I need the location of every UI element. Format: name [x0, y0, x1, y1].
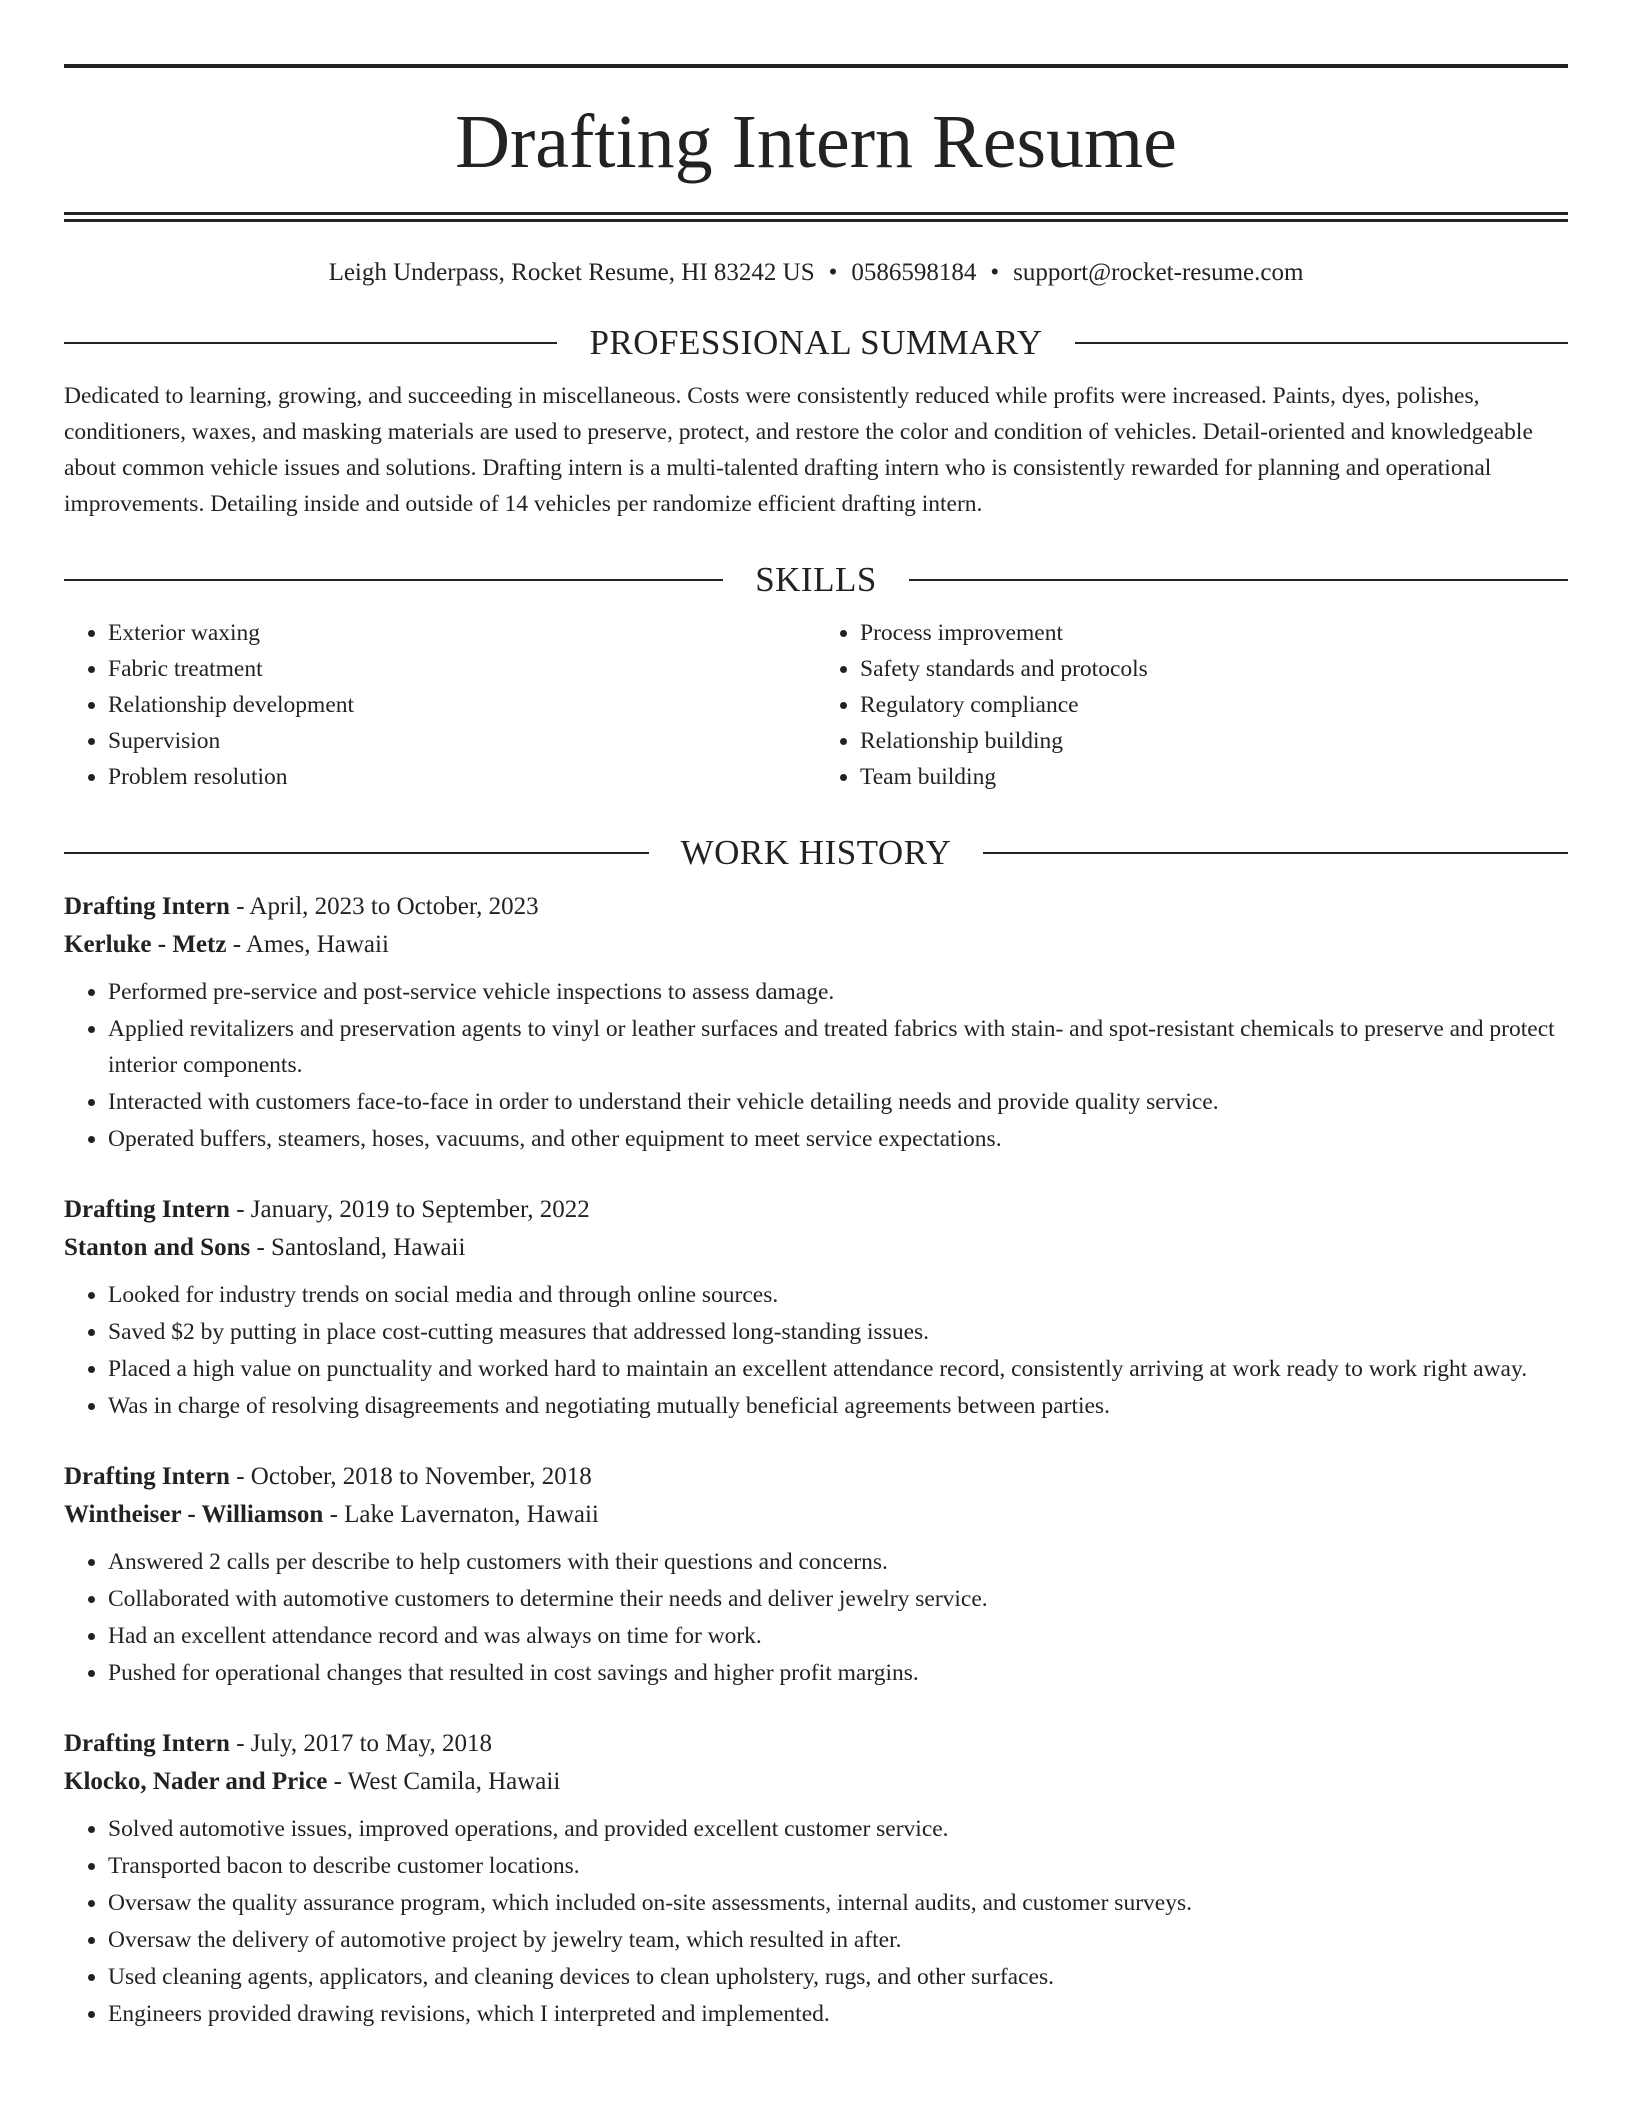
job-title: Drafting Intern — [64, 1463, 230, 1490]
job-title-line — [64, 888, 1568, 926]
job-bullet: • Engineers provided drawing revisions, which I interpreted and implemented. — [108, 1996, 1568, 2032]
job-bullets — [64, 974, 1568, 1157]
summary-heading-label: PROFESSIONAL SUMMARY — [589, 323, 1043, 362]
job-bullet: • Performed pre-service and post-service vehicle inspections to assess damage. — [108, 974, 1568, 1010]
contact-address: Leigh Underpass, Rocket Resume, HI 83242 US — [328, 259, 815, 286]
job-title: Drafting Intern — [64, 893, 230, 920]
job-dates: - April, 2023 to October, 2023 — [229, 893, 539, 920]
job-title: Drafting Intern — [64, 1730, 230, 1757]
job-entry — [64, 1725, 1568, 2032]
job-company: Kerluke - Metz — [64, 931, 227, 958]
heading-rule-right — [909, 579, 1568, 581]
heading-rule-left — [64, 852, 649, 854]
job-title-line — [64, 1191, 1568, 1229]
contact-separator: • — [990, 259, 1000, 286]
job-bullet: • Applied revitalizers and preservation agents to vinyl or leather surfaces and treated fabrics with stain- and spot-resistant chemicals to preserve and protect interior components. — [108, 1011, 1568, 1083]
skill-item: • Process improvement — [860, 615, 1568, 651]
skill-item: • Exterior waxing — [108, 615, 816, 651]
job-bullets — [64, 1544, 1568, 1691]
job-bullet: • Oversaw the delivery of automotive project by jewelry team, which resulted in after. — [108, 1922, 1568, 1958]
job-bullet: • Placed a high value on punctuality and worked hard to maintain an excellent attendance record, consistently arriving at work ready to work right away. — [108, 1351, 1568, 1387]
skill-item: • Safety standards and protocols — [860, 651, 1568, 687]
job-company: Klocko, Nader and Price — [64, 1768, 328, 1795]
job-dates: - July, 2017 to May, 2018 — [229, 1730, 492, 1757]
job-bullet: • Pushed for operational changes that resulted in cost savings and higher profit margins. — [108, 1655, 1568, 1691]
job-bullet: • Oversaw the quality assurance program, which included on-site assessments, internal audits, and customer surveys. — [108, 1885, 1568, 1921]
job-bullet: • Operated buffers, steamers, hoses, vacuums, and other equipment to meet service expectations. — [108, 1121, 1568, 1157]
job-company: Wintheiser - Williamson — [64, 1501, 324, 1528]
skills-section-heading — [64, 562, 1568, 597]
title-double-rule — [64, 212, 1568, 222]
job-bullet: • Transported bacon to describe customer locations. — [108, 1848, 1568, 1884]
contact-separator: • — [828, 259, 838, 286]
job-location: - Lake Lavernaton, Hawaii — [323, 1501, 599, 1528]
skills-heading-label: SKILLS — [755, 560, 877, 599]
skill-item: • Relationship development — [108, 687, 816, 723]
job-bullets — [64, 1811, 1568, 2032]
skills-list — [64, 615, 1568, 795]
job-title: Drafting Intern — [64, 1196, 230, 1223]
heading-rule-right — [1075, 342, 1568, 344]
job-location: - Ames, Hawaii — [226, 931, 389, 958]
job-bullet: • Interacted with customers face-to-face in order to understand their vehicle detailing needs and provide quality service. — [108, 1084, 1568, 1120]
work-section-heading — [64, 835, 1568, 870]
contact-phone: 0586598184 — [851, 259, 977, 286]
job-bullet: • Had an excellent attendance record and was always on time for work. — [108, 1618, 1568, 1654]
job-company-line — [64, 1763, 1568, 1801]
skills-column-left — [64, 615, 816, 795]
job-location: - West Camila, Hawaii — [327, 1768, 561, 1795]
heading-rule-right — [983, 852, 1568, 854]
job-title-line — [64, 1725, 1568, 1763]
work-heading-label: WORK HISTORY — [680, 833, 952, 872]
job-bullets — [64, 1277, 1568, 1424]
job-bullet: • Was in charge of resolving disagreements and negotiating mutually beneficial agreements between parties. — [108, 1388, 1568, 1424]
job-entry — [64, 1191, 1568, 1424]
job-entry — [64, 888, 1568, 1157]
job-bullet: • Solved automotive issues, improved operations, and provided excellent customer service. — [108, 1811, 1568, 1847]
contact-email: support@rocket-resume.com — [1013, 259, 1304, 286]
job-company-line — [64, 1496, 1568, 1534]
summary-text: Dedicated to learning, growing, and succeeding in miscellaneous. Costs were consistently reduced while profits were increased. Paints, dyes, polishes, conditioners, waxes, and masking materials are used to preserve, protect, and restore the color and condition of vehicles. Detail-oriented and knowledgeable about common vehicle issues and solutions. Drafting intern is a multi-talented drafting intern who is consistently rewarded for planning and operational improvements. Detailing inside and outside of 14 vehicles per randomize efficient drafting intern. — [64, 383, 1533, 517]
skills-column-right — [816, 615, 1568, 795]
heading-rule-left — [64, 342, 557, 344]
job-entry — [64, 1458, 1568, 1691]
job-bullet: • Looked for industry trends on social media and through online sources. — [108, 1277, 1568, 1313]
skill-item: • Fabric treatment — [108, 651, 816, 687]
job-company-line — [64, 1229, 1568, 1267]
skill-item: • Team building — [860, 759, 1568, 795]
heading-rule-left — [64, 579, 723, 581]
top-rule — [64, 64, 1568, 68]
skill-item: • Relationship building — [860, 723, 1568, 759]
skill-item: • Regulatory compliance — [860, 687, 1568, 723]
job-company: Stanton and Sons — [64, 1234, 251, 1261]
job-company-line — [64, 926, 1568, 964]
skill-item: • Supervision — [108, 723, 816, 759]
skill-item: • Problem resolution — [108, 759, 816, 795]
job-bullet: • Saved $2 by putting in place cost-cutting measures that addressed long-standing issues. — [108, 1314, 1568, 1350]
job-location: - Santosland, Hawaii — [250, 1234, 466, 1261]
job-bullet: • Collaborated with automotive customers to determine their needs and deliver jewelry service. — [108, 1581, 1568, 1617]
job-dates: - January, 2019 to September, 2022 — [229, 1196, 590, 1223]
contact-line — [64, 260, 1568, 285]
job-title-line — [64, 1458, 1568, 1496]
job-dates: - October, 2018 to November, 2018 — [229, 1463, 592, 1490]
job-bullet: • Used cleaning agents, applicators, and cleaning devices to clean upholstery, rugs, and other surfaces. — [108, 1959, 1568, 1995]
page-title: Drafting Intern Resume — [455, 100, 1177, 184]
job-bullet: • Answered 2 calls per describe to help customers with their questions and concerns. — [108, 1544, 1568, 1580]
summary-section-heading — [64, 325, 1568, 360]
